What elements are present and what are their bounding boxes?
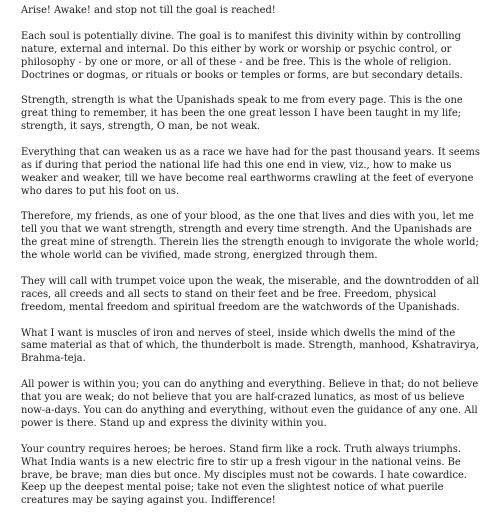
paragraph-7: What I want is muscles of iron and nerves of steel, inside which dwells the mind of the same material as that of which, the thunderbolt is made. Strength, manhood, Kshatravirya, Brahma-teja. (21, 327, 479, 365)
paragraph-3: Strength, strength is what the Upanishads speak to me from every page. This is the one great thing to remember, it has been the one great lesson I have been taught in my life; strength, it says, strength, O man, be not weak. (21, 95, 463, 133)
paragraph-2: Each soul is potentially divine. The goal is to manifest this divinity within by controlling nature, external and internal. Do this either by work or worship or psychic control, or philosophy - by one or more, or all of these - and be free. This is the whole of religion. Doctrines or dogmas, or rituals or books or temples or forms, are but secondary details. (21, 30, 463, 81)
paragraph-4: Everything that can weaken us as a race we have had for the past thousand years. It seems as if during that period the national life had this one end in view, viz., how to make us weaker and weaker, till we have become real earthworms crawling at the feet of everyone who dares to put his foot on us. (21, 146, 480, 197)
paragraph-6: They will call with trumpet voice upon the weak, the miserable, and the downtrodden of all races, all creeds and all sects to stand on their feet and be free. Freedom, physical freedom, mental freedom and spiritual freedom are the watchwords of the Upanishads. (21, 275, 479, 313)
paragraph-1: Arise! Awake! and stop not till the goal is reached! (21, 5, 276, 16)
paragraph-8: All power is within you; you can do anything and everything. Believe in that; do not believe that you are weak; do not believe that you are half-crazed lunatics, as most of us believe now-a-days. You can do anything and everything, without even the guidance of any one. All power is there. Stand up and express the divinity within you. (21, 379, 479, 429)
paragraph-9: Your country requires heroes; be heroes. Stand firm like a rock. Truth always triumphs. What India wants is a new electric fire to stir up a fresh vigour in the national veins. Be brave, be brave; man dies but once. My disciples must not be cowards. I hate cowardice. Keep up the deepest mental poise; take not even the slightest notice of what puerile creatures may be saying against you. Indifference! (21, 443, 467, 507)
paragraph-5: Therefore, my friends, as one of your blood, as the one that lives and dies with you, let me tell you that we want strength, strength and every time strength. And the Upanishads are the great mine of strength. Therein lies the strength enough to invigorate the whole world; the whole world can be vivified, made strong, energized through them. (21, 211, 479, 262)
document-body (21, 5, 483, 521)
